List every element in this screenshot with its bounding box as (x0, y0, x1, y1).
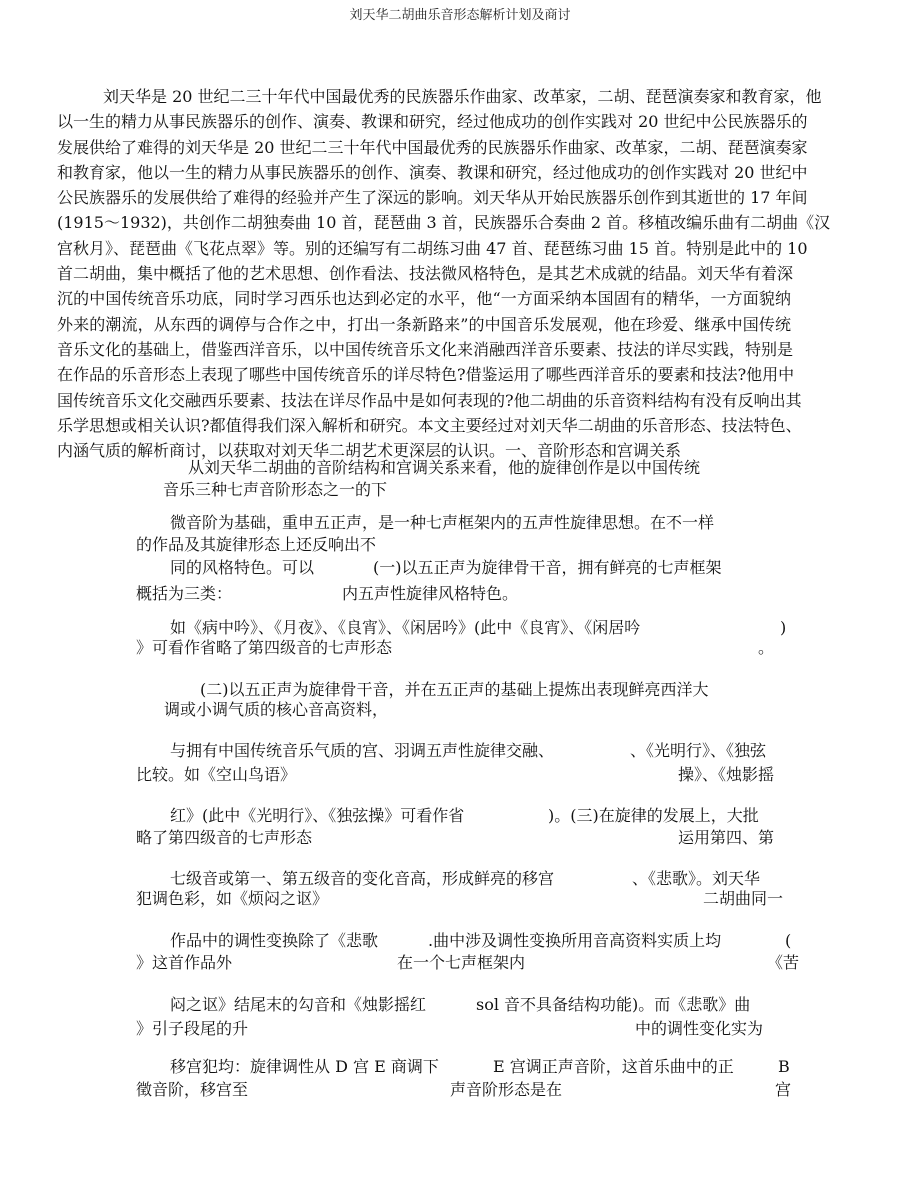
text-fragment: B (778, 1057, 790, 1076)
text-fragment: 概括为三类： (136, 584, 233, 603)
text-fragment: 犯调色彩，如《烦闷之讴》 (136, 889, 329, 908)
text-fragment: E 宫调正声音阶，这首乐曲中的正 (493, 1057, 734, 1076)
text-fragment: 》可看作省略了第四级音的七声形态 (136, 638, 393, 657)
text-fragment: 微音阶为基础，重申五正声，是一种七声框架内的五声性旋律思想。在不一样 (170, 513, 715, 532)
text-fragment: 的作品及其旋律形态上还反响出不 (136, 535, 377, 554)
text-fragment: 作品中的调性变换除了《悲歌 (170, 931, 379, 950)
text-fragment: 内五声性旋律风格特色。 (342, 584, 519, 603)
text-fragment: 徵音阶，移宫至 (136, 1080, 249, 1099)
text-fragment: ) (780, 618, 787, 637)
text-fragment: 红》(此中《光明行》、《独弦操》可看作省 (170, 806, 465, 825)
text-fragment: sol 音不具备结构功能)。而《悲歌》曲 (476, 995, 751, 1014)
text-fragment: .曲中涉及调性变换所用音高资料实质上均 (428, 931, 722, 950)
paragraph-line: 国传统音乐文化交融西乐要素、技法在详尽作品中是如何表现的?他二胡曲的乐音资料结构有没有反响出其 (57, 390, 802, 410)
text-fragment: 声音阶形态是在 (450, 1080, 563, 1099)
text-fragment: (一)以五正声为旋律骨干音，拥有鲜亮的七声框架 (373, 558, 722, 577)
intro-paragraph (57, 84, 831, 463)
text-fragment: 音乐三种七声音阶形态之一的下 (163, 480, 388, 499)
text-fragment: 中的调性变化实为 (635, 1019, 764, 1038)
text-fragment: 在一个七声框架内 (397, 953, 526, 972)
text-fragment: 同的风格特色。可以 (170, 558, 315, 577)
paragraph-line: 首二胡曲，集中概括了他的艺术思想、创作看法、技法微风格特色，是其艺术成就的结晶。刘天华有着深 (57, 264, 794, 284)
text-fragment: (二)以五正声为旋律骨干音，并在五正声的基础上提炼出表现鲜亮西洋大 (200, 680, 709, 699)
text-fragment: 比较。如《空山鸟语》 (136, 765, 297, 784)
paragraph-line: 公民族器乐的发展供给了难得的经验并产生了深远的影响。刘天华从开始民族器乐创作到其逝世的 17 年间 (57, 188, 808, 208)
text-fragment: 与拥有中国传统音乐气质的宫、羽调五声性旋律交融、 (170, 741, 555, 760)
paragraph-line: 内涵气质的解析商讨，以获取对刘天华二胡艺术更深层的认识。一、音阶形态和宫调关系 (57, 441, 682, 461)
paragraph-line: 刘天华是 20 世纪二三十年代中国最优秀的民族器乐作曲家、改革家，二胡、琵琶演奏家和教育家，他 (103, 87, 822, 106)
page-header-title: 刘天华二胡曲乐音形态解析计划及商讨 (349, 8, 571, 23)
text-fragment: 七级音或第一、第五级音的变化音高，形成鲜亮的移宫 (170, 869, 555, 888)
text-fragment: 从刘天华二胡曲的音阶结构和宫调关系来看，他的旋律创作是以中国传统 (188, 458, 701, 477)
paragraph-line: 音乐文化的基础上，借鉴西洋音乐，以中国传统音乐文化来消融西洋音乐要素、技法的详尽实践，特别是 (57, 339, 794, 359)
paragraph-line: 乐学思想或相关认识?都值得我们深入解析和研究。本文主要经过对刘天华二胡曲的乐音形态、技法特色、 (57, 415, 802, 435)
paragraph-line: 外来的潮流，从东西的调停与合作之中，打出一条新路来”的中国音乐发展观，他在珍爱、继承中国传统 (57, 314, 791, 334)
text-fragment: 移宫犯均：旋律调性从 D 宫 E 商调下 (170, 1057, 439, 1076)
text-fragment: )。(三)在旋律的发展上，大批 (548, 806, 759, 825)
text-fragment: 》这首作品外 (136, 953, 233, 972)
text-fragment: 闷之讴》结尾末的勾音和《烛影摇红 (170, 995, 427, 1014)
paragraph-line: 在作品的乐音形态上表现了哪些中国传统音乐的详尽特色?借鉴运用了哪些西洋音乐的要素和技法?他用中 (57, 365, 795, 385)
paragraph-line: 以一生的精力从事民族器乐的创作、演奏、教课和研究，经过他成功的创作实践对 20 世纪中公民族器乐的 (57, 112, 808, 132)
text-fragment: 宫 (775, 1080, 792, 1099)
paragraph-line: 和教育家，他以一生的精力从事民族器乐的创作、演奏、教课和研究，经过他成功的创作实践对 20 世纪中 (57, 162, 808, 182)
text-fragment: 。 (758, 638, 775, 657)
text-fragment: 操》、《烛影摇 (678, 765, 775, 784)
paragraph-line: 沉的中国传统音乐功底，同时学习西乐也达到必定的水平，他“一方面采纳本国固有的精华，一方面貌纳 (57, 289, 791, 309)
text-fragment: 调或小调气质的核心音高资料， (164, 700, 389, 719)
text-fragment: ( (785, 931, 792, 950)
paragraph-line: (1915～1932)，共创作二胡独奏曲 10 首，琵琶曲 3 首，民族器乐合奏曲 2 首。移植改编乐曲有二胡曲《汉 (57, 213, 831, 233)
text-fragment: 、《光明行》、《独弦 (630, 741, 767, 760)
text-fragment: 二胡曲同一 (703, 889, 784, 908)
text-fragment: 如《病中吟》、《月夜》、《良宵》、《闲居吟》(此中《良宵》、《闲居吟 (170, 618, 641, 637)
text-fragment: 》引子段尾的升 (136, 1019, 249, 1038)
text-fragment: 略了第四级音的七声形态 (136, 828, 313, 847)
paragraph-line: 宫秋月》、琵琶曲《飞花点翠》等。别的还编写有二胡练习曲 47 首、琵琶练习曲 15 首。特别是此中的 10 (57, 238, 808, 258)
text-fragment: 、《悲歌》。刘天华 (632, 869, 761, 888)
text-fragment: 运用第四、第 (678, 828, 775, 847)
paragraph-line: 发展供给了难得的刘天华是 20 世纪二三十年代中国最优秀的民族器乐作曲家、改革家，二胡、琵琶演奏家 (57, 137, 808, 157)
text-fragment: 《苦 (767, 953, 800, 972)
